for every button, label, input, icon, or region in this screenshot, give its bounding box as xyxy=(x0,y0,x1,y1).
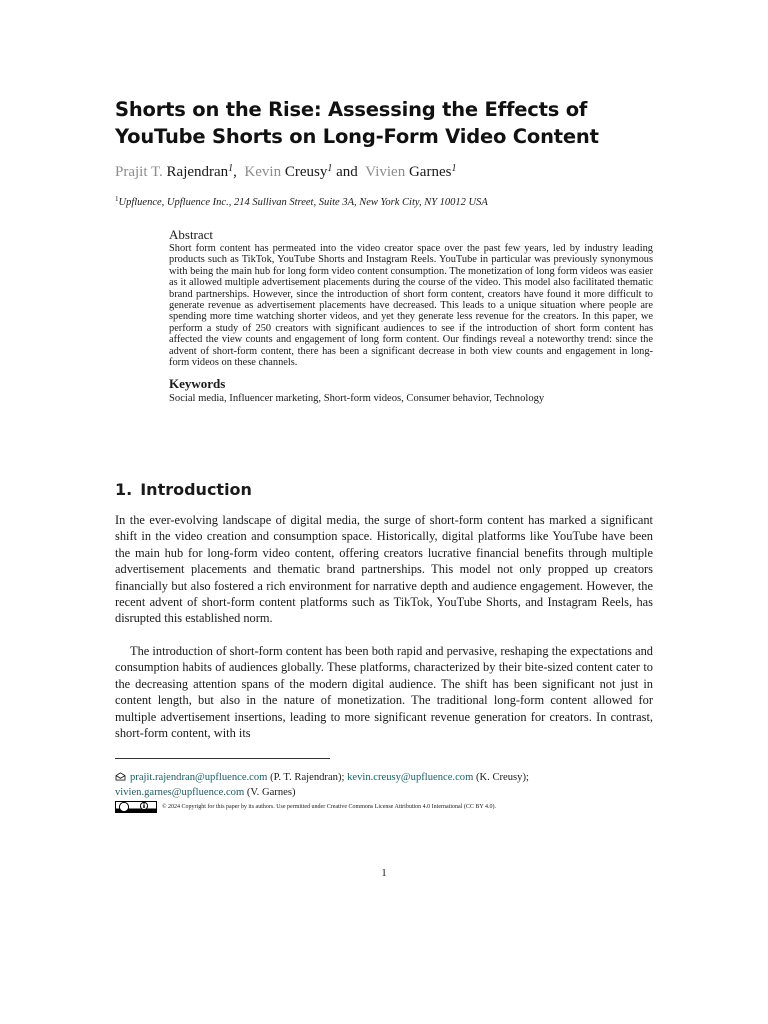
author-list xyxy=(115,159,456,182)
body-paragraph: In the ever-evolving landscape of digital media, the surge of short-form content has marked a significant shift in the video creation and consumption space. Historically, digital platforms like YouTube have been the main hub for long-form video content, offering creators lucrative financial benefits through multiple advertisement placements and thematic brand partnerships. This model not only propped up creators financially but also fostered a rich environment for narrative depth and audience engagement. However, the recent advent of short-form content platforms such as TikTok, YouTube Shorts, and Instagram Reels, has disrupted this established norm. xyxy=(115,513,653,626)
keywords-text: Social media, Influencer marketing, Short-form videos, Consumer behavior, Technology xyxy=(169,393,545,405)
email-owner: (K. Creusy); xyxy=(475,772,529,783)
author-affil-mark: 1 xyxy=(451,163,457,174)
section-title: Introduction xyxy=(140,480,252,499)
affiliation xyxy=(115,192,488,210)
author-separator: , xyxy=(233,164,237,180)
section-heading xyxy=(115,480,252,500)
author xyxy=(115,164,233,180)
license-text: © 2024 Copyright for this paper by its authors. Use permitted under Creative Commons License Attribution 4.0 International (CC BY 4.0). xyxy=(162,804,496,810)
author-given-name: Vivien xyxy=(365,164,406,180)
abstract-block xyxy=(169,227,653,405)
author-affil-mark: 1 xyxy=(228,163,234,174)
author-family-name: Rajendran xyxy=(166,164,229,180)
author-and: and xyxy=(336,164,358,180)
author-family-name: Creusy xyxy=(284,164,328,180)
license-line xyxy=(115,801,496,813)
author xyxy=(365,164,456,180)
author xyxy=(244,164,332,180)
keywords-heading: Keywords xyxy=(169,376,226,392)
footnote-emails xyxy=(115,771,655,800)
abstract-text: Short form content has permeated into the video creator space over the past few years, led by industry leading products such as TikTok, YouTube Shorts and Instagram Reels. YouTube in particular was previously synonymous with being the main hub for long form video content consumption. The monetization of long form videos was easier as it allowed multiple advertisement placements during the course of the video. This model also facilitated thematic brand partnerships. However, since the introduction of short form content, creators have found it more difficult to generate revenue as advertisement placements have decreased. This leads to a unique situation where people are spending more time watching shorter videos, and yet they generate less revenue for the creators. In this paper, we perform a study of 250 creators with significant audiences to see if the introduction of short form content has affected the view counts and engagement of long form content. Our findings reveal a noteworthy trend: since the advent of short-form content, there has been a significant decrease in both view counts and engagement in long-form videos on these channels. xyxy=(169,243,653,369)
body-paragraph: The introduction of short-form content has been both rapid and pervasive, reshaping the expectations and consumption habits of audiences globally. These platforms, characterized by their bite-sized content cater to the decreasing attention spans of the modern digital audience. The shift has been significant not just in content length, but also in the nature of monetization. The traditional long-form content allowed for multiple advertisement insertions, leading to more significant revenue generation for creators. In contrast, short-form content, with its xyxy=(115,644,653,741)
page-number: 1 xyxy=(381,867,387,879)
cc-by-license-icon xyxy=(115,801,157,813)
abstract-heading: Abstract xyxy=(169,227,214,242)
author-family-name: Garnes xyxy=(408,164,452,180)
email-owner: (V. Garnes) xyxy=(246,786,296,798)
email-link[interactable]: kevin.creusy@upfluence.com xyxy=(347,772,474,783)
author-given-name: Prajit T. xyxy=(115,164,163,180)
footnote-rule xyxy=(115,758,330,759)
author-affil-mark: 1 xyxy=(327,163,333,174)
affiliation-text: Upfluence, Upfluence Inc., 214 Sullivan Street, Suite 3A, New York City, NY 10012 USA xyxy=(118,197,488,208)
author-given-name: Kevin xyxy=(244,164,282,180)
section-number: 1. xyxy=(115,480,133,499)
affiliation-mark: 1 xyxy=(115,195,119,203)
email-owner: (P. T. Rajendran); xyxy=(270,772,345,783)
email-link[interactable]: vivien.garnes@upfluence.com xyxy=(115,786,245,798)
envelope-icon xyxy=(115,772,126,781)
paper-title: Shorts on the Rise: Assessing the Effects of YouTube Shorts on Long-Form Video Content xyxy=(115,98,599,148)
email-link[interactable]: prajit.rajendran@upfluence.com xyxy=(130,772,268,783)
